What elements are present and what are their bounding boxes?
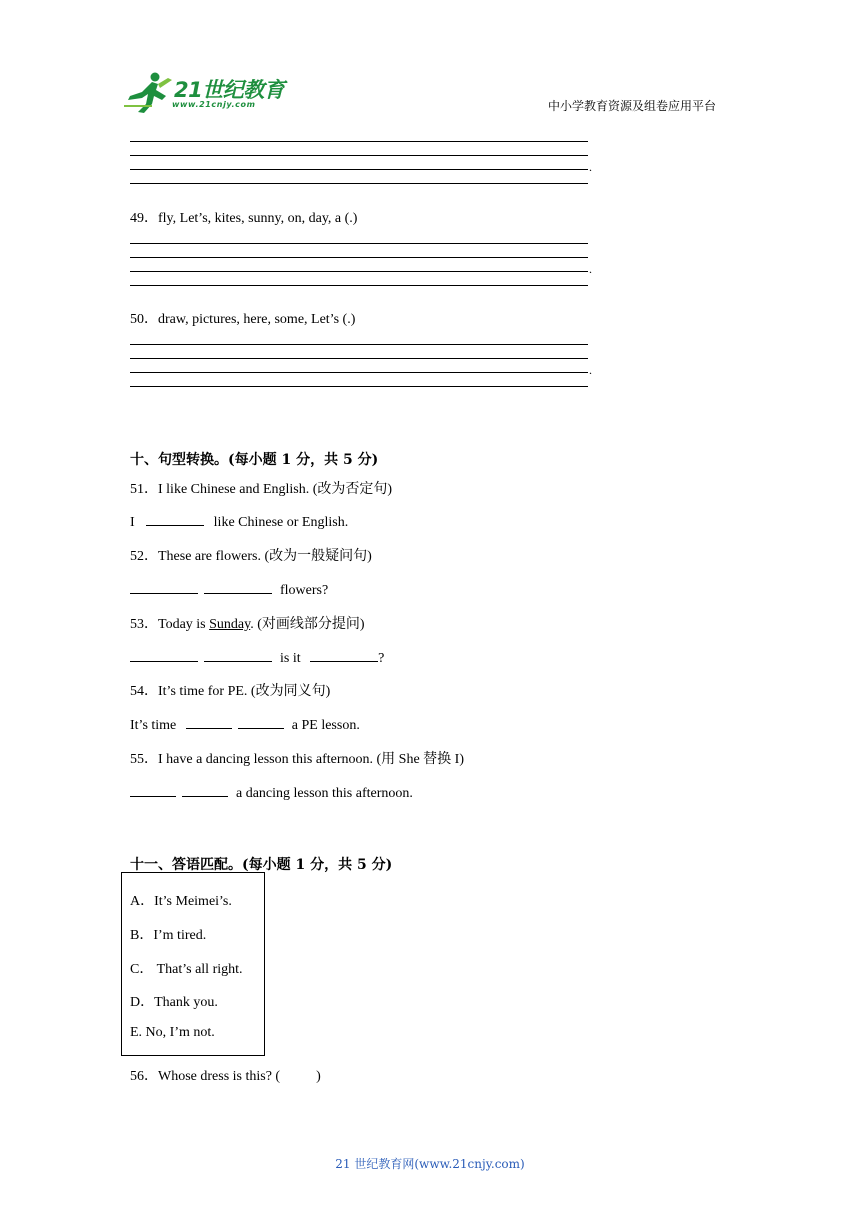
blank-field[interactable]: [204, 647, 272, 662]
blank-field[interactable]: [238, 714, 284, 729]
blank-field[interactable]: [130, 579, 198, 594]
blank-field[interactable]: [130, 647, 198, 662]
blank-field[interactable]: [204, 579, 272, 594]
answer-line-period: .: [589, 363, 592, 377]
blank-field[interactable]: [182, 782, 228, 797]
answer-line: [130, 141, 588, 142]
platform-name: 中小学教育资源及组卷应用平台: [548, 99, 717, 113]
answer-line: [130, 285, 588, 286]
option-d: D．Thank you.: [130, 995, 218, 1010]
answer-line: [130, 257, 588, 258]
blank-field[interactable]: [130, 782, 176, 797]
answer-line-period: .: [589, 160, 592, 174]
answer-52: flowers?: [130, 579, 328, 599]
answer-line: [130, 372, 588, 373]
underlined-word: Sunday: [209, 617, 251, 632]
question-51: 51．I like Chinese and English. (改为否定句): [130, 482, 393, 497]
question-50: 50．draw, pictures, here, some, Let’s (.): [130, 312, 356, 327]
options-box: [121, 872, 265, 1056]
logo-text: 21世纪教育: [174, 78, 285, 102]
blank-field[interactable]: [310, 647, 378, 662]
blank-field[interactable]: [186, 714, 232, 729]
section-11-title: 十一、答语匹配。(每小题 1 分，共 5 分): [130, 857, 393, 873]
answer-line: [130, 155, 588, 156]
answer-line: [130, 169, 588, 170]
option-a: A．It’s Meimei’s.: [130, 894, 232, 909]
runner-icon: [122, 70, 174, 114]
option-b: B．I’m tired.: [130, 928, 207, 943]
answer-line: [130, 243, 588, 244]
answer-55: a dancing lesson this afternoon.: [130, 782, 413, 802]
option-c: C． That’s all right.: [130, 962, 243, 977]
answer-54: It’s time a PE lesson.: [130, 714, 360, 734]
answer-line: [130, 271, 588, 272]
answer-line: [130, 344, 588, 345]
answer-53: is it ?: [130, 647, 384, 667]
question-53: 53．Today is Sunday. (对画线部分提问): [130, 617, 365, 632]
logo: [122, 70, 290, 116]
option-e: E. No, I’m not.: [130, 1025, 215, 1040]
answer-line: [130, 358, 588, 359]
question-54: 54．It’s time for PE. (改为同义句): [130, 684, 331, 699]
logo-url: www.21cnjy.com: [172, 100, 256, 109]
footer-source: 21 世纪教育网(www.21cnjy.com): [335, 1157, 525, 1171]
question-55: 55．I have a dancing lesson this afternoon. (用 She 替换 I): [130, 752, 464, 767]
blank-field[interactable]: [146, 511, 204, 526]
answer-line: [130, 386, 588, 387]
section-10-title: 十、句型转换。(每小题 1 分，共 5 分): [130, 452, 379, 468]
question-52: 52．These are flowers. (改为一般疑问句): [130, 549, 372, 564]
question-49: 49．fly, Let’s, kites, sunny, on, day, a (.): [130, 211, 358, 226]
question-56: 56．Whose dress is this? ( ): [130, 1069, 321, 1084]
answer-51: I like Chinese or English.: [130, 511, 348, 531]
answer-line-period: .: [589, 262, 592, 276]
answer-line: [130, 183, 588, 184]
